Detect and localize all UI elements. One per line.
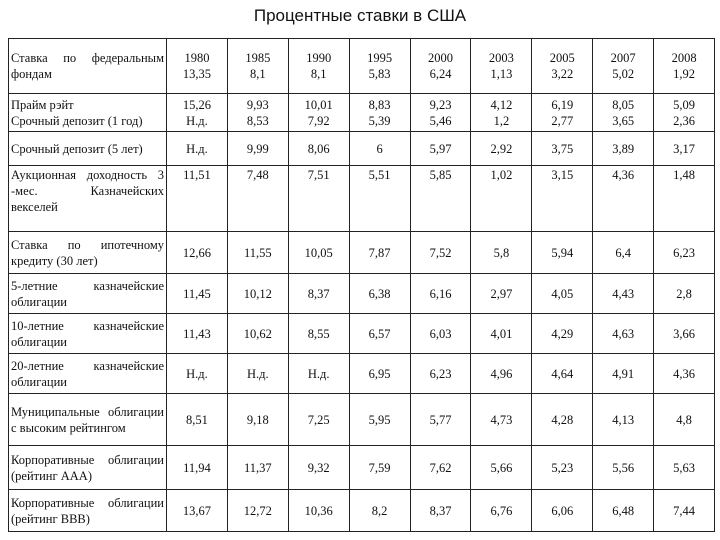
value-cell	[471, 132, 532, 166]
value-cell	[593, 446, 654, 490]
value-cell	[288, 446, 349, 490]
value: 1,13	[490, 67, 513, 81]
value: 5,94	[551, 245, 574, 260]
value-cell	[532, 490, 593, 532]
value-cell	[288, 94, 349, 132]
value: 6,23	[429, 366, 452, 381]
value-cell	[410, 232, 471, 274]
value-cell	[349, 490, 410, 532]
value: 9,23	[429, 97, 452, 112]
value-cell	[654, 490, 715, 532]
value-cell	[410, 274, 471, 314]
value: 12,66	[182, 245, 211, 260]
value: 1,02	[490, 168, 513, 182]
value: 7,51	[307, 168, 330, 182]
value-cell	[288, 394, 349, 446]
value-cell	[654, 394, 715, 446]
value-cell	[288, 354, 349, 394]
value-cell	[167, 314, 228, 354]
value-cell	[654, 274, 715, 314]
value: 5,83	[368, 67, 391, 81]
value: 5,77	[429, 412, 452, 427]
value: 6,95	[368, 366, 391, 381]
year-cell	[410, 39, 471, 94]
row-label-line: 5-летние казначейские облигации	[11, 278, 164, 309]
value-cell	[471, 394, 532, 446]
value: 5,8	[493, 245, 510, 260]
value: 7,59	[368, 460, 391, 475]
value: 5,56	[612, 460, 635, 475]
value-cell	[167, 274, 228, 314]
value: 5,66	[490, 460, 513, 475]
value-cell	[410, 94, 471, 132]
value: 5,97	[429, 141, 452, 156]
row-label	[9, 394, 167, 446]
value-cell	[349, 446, 410, 490]
value-cell	[349, 394, 410, 446]
year-cell	[167, 39, 228, 94]
value-cell	[410, 490, 471, 532]
value: 5,46	[429, 113, 452, 128]
value-cell	[349, 314, 410, 354]
row-label	[9, 94, 167, 132]
row-label-line: Аукционная доходность 3 -мес. Казначейских векселей	[11, 168, 164, 214]
row-label	[9, 232, 167, 274]
value-cell	[288, 490, 349, 532]
year-label: 2000	[428, 51, 453, 65]
value-cell	[167, 446, 228, 490]
year-cell	[471, 39, 532, 94]
value-cell	[471, 94, 532, 132]
value: 7,62	[429, 460, 452, 475]
value: 6,57	[368, 326, 391, 341]
value: 10,05	[304, 245, 333, 260]
value: 15,26	[182, 97, 211, 112]
value: 3,89	[612, 141, 635, 156]
value: 4,13	[612, 412, 635, 427]
value-cell	[593, 354, 654, 394]
row-label: Ставка по федеральным фондам	[9, 39, 167, 94]
page-title: Процентные ставки в США	[253, 6, 467, 25]
value: 6,19	[551, 97, 574, 112]
value-cell	[227, 132, 288, 166]
value: 4,73	[490, 412, 513, 427]
value-cell	[654, 94, 715, 132]
year-cell	[288, 39, 349, 94]
value: 6,16	[429, 286, 452, 301]
value: 7,25	[307, 412, 330, 427]
value-cell	[654, 446, 715, 490]
value: 7,48	[246, 168, 269, 182]
value: Н.д.	[307, 366, 330, 381]
value-cell	[288, 132, 349, 166]
value: 6,06	[551, 503, 574, 518]
value: 2,77	[551, 113, 574, 128]
value: 3,15	[551, 168, 574, 182]
year-cell	[349, 39, 410, 94]
value: 10,01	[304, 97, 333, 112]
value-cell	[349, 354, 410, 394]
value: 4,12	[490, 97, 513, 112]
value: 4,64	[551, 366, 574, 381]
value-cell	[227, 394, 288, 446]
value: 4,91	[612, 366, 635, 381]
year-cell	[593, 39, 654, 94]
row-label	[9, 490, 167, 532]
value: 6	[376, 141, 383, 156]
value-cell	[410, 314, 471, 354]
value-cell	[532, 394, 593, 446]
value-cell	[532, 314, 593, 354]
value: 5,51	[368, 168, 391, 182]
table-row	[9, 274, 715, 314]
table-row	[9, 232, 715, 274]
row-label-line: Ставка по ипотечному кредиту (30 лет)	[11, 237, 164, 268]
value-cell	[349, 166, 410, 232]
value: 11,55	[244, 245, 272, 260]
year-label: 2008	[671, 51, 697, 65]
year-label: 1990	[306, 51, 332, 65]
value-cell	[410, 354, 471, 394]
value-cell	[532, 446, 593, 490]
value-cell	[167, 166, 228, 232]
value: 4,63	[612, 326, 635, 341]
value: 3,75	[551, 141, 574, 156]
value: 8,53	[246, 113, 269, 128]
value-cell	[532, 94, 593, 132]
value: 10,62	[243, 326, 272, 341]
value: 9,93	[246, 97, 269, 112]
value-cell	[654, 232, 715, 274]
value: 7,52	[429, 245, 452, 260]
value: 6,48	[612, 503, 635, 518]
value-cell	[167, 490, 228, 532]
value-cell	[227, 94, 288, 132]
value: Н.д.	[186, 113, 208, 128]
value: 2,92	[490, 141, 513, 156]
table-row	[9, 354, 715, 394]
value-cell	[654, 354, 715, 394]
value-cell	[593, 232, 654, 274]
value-cell	[349, 132, 410, 166]
value: 8,37	[307, 286, 330, 301]
value-cell	[288, 166, 349, 232]
value-cell	[349, 232, 410, 274]
value: 8,1	[250, 67, 266, 81]
row-label	[9, 314, 167, 354]
row-label-line: 20-летние казначейские облигации	[11, 358, 164, 389]
value: 8,05	[612, 97, 635, 112]
value: 6,38	[368, 286, 391, 301]
value-cell	[471, 274, 532, 314]
row-label-line: Прайм рэйт	[11, 97, 74, 112]
rates-table	[8, 38, 715, 532]
value: 9,99	[246, 141, 269, 156]
value: 9,32	[307, 460, 330, 475]
value-cell	[593, 132, 654, 166]
table-row	[9, 394, 715, 446]
value: 7,87	[368, 245, 391, 260]
value: 4,8	[676, 412, 692, 427]
row-label-line: Срочный депозит (5 лет)	[11, 141, 143, 156]
value: 8,06	[307, 141, 330, 156]
value: 3,65	[612, 113, 635, 128]
row-label-line: Срочный депозит (1 год)	[11, 113, 143, 128]
table-row	[9, 94, 715, 132]
value: 4,43	[612, 286, 635, 301]
value-cell	[471, 490, 532, 532]
value-cell	[593, 490, 654, 532]
value: 4,05	[551, 286, 574, 301]
value: 7,92	[307, 113, 330, 128]
value-cell	[349, 94, 410, 132]
value: 1,92	[673, 67, 695, 81]
header-row	[9, 39, 715, 94]
year-label: 2005	[549, 51, 575, 65]
value: 5,63	[673, 460, 695, 475]
value-cell	[471, 166, 532, 232]
value: 8,2	[371, 503, 388, 518]
value: 13,35	[182, 67, 211, 81]
row-label	[9, 446, 167, 490]
value-cell	[532, 166, 593, 232]
value: 6,03	[429, 326, 452, 341]
value-cell	[410, 446, 471, 490]
value: Н.д.	[247, 366, 269, 381]
row-label-line: 10-летние казначейские облигации	[11, 318, 164, 349]
value-cell	[593, 314, 654, 354]
value: 5,09	[673, 97, 695, 112]
year-label: 1985	[245, 51, 271, 65]
value-cell	[167, 354, 228, 394]
value: 9,18	[246, 412, 269, 427]
value: 2,97	[490, 286, 513, 301]
year-cell	[532, 39, 593, 94]
value-cell	[288, 274, 349, 314]
value: 4,36	[673, 366, 695, 381]
value: 6,76	[490, 503, 513, 518]
value-cell	[471, 232, 532, 274]
value: 11,45	[183, 286, 211, 301]
year-label: 1995	[367, 51, 393, 65]
value-cell	[167, 94, 228, 132]
value-cell	[167, 232, 228, 274]
value: 4,28	[551, 412, 574, 427]
value: 5,23	[551, 460, 574, 475]
value: 11,37	[244, 460, 272, 475]
row-label	[9, 274, 167, 314]
value-cell	[227, 490, 288, 532]
value: 1,2	[493, 113, 510, 128]
value: 8,83	[368, 97, 391, 112]
value-cell	[227, 274, 288, 314]
value: 4,96	[490, 366, 513, 381]
value: 4,01	[490, 326, 513, 341]
value-cell	[593, 94, 654, 132]
value-cell	[227, 166, 288, 232]
value: 1,48	[673, 168, 695, 182]
value: 2,8	[676, 286, 692, 301]
value: 13,67	[182, 503, 211, 518]
value-cell	[410, 166, 471, 232]
value: 12,72	[243, 503, 272, 518]
year-cell	[654, 39, 715, 94]
value: 3,22	[551, 67, 574, 81]
value: 3,66	[673, 326, 695, 341]
value-cell	[227, 232, 288, 274]
value: 5,95	[368, 412, 391, 427]
value-cell	[593, 274, 654, 314]
value: 7,44	[673, 503, 695, 518]
value: 2,36	[673, 113, 695, 128]
year-cell	[227, 39, 288, 94]
value-cell	[654, 132, 715, 166]
value: 8,55	[307, 326, 330, 341]
value: 11,43	[183, 326, 211, 341]
value: 5,85	[429, 168, 452, 182]
value: 4,36	[612, 168, 635, 182]
value-cell	[167, 132, 228, 166]
value: 6,23	[673, 245, 695, 260]
value: 8,51	[186, 412, 208, 427]
table-row	[9, 446, 715, 490]
row-label-line: Корпоративные облигации (рейтинг AAA)	[11, 452, 164, 483]
value: 4,29	[551, 326, 574, 341]
value-cell	[471, 446, 532, 490]
value: 5,39	[368, 113, 391, 128]
table-row	[9, 166, 715, 232]
value: 10,36	[304, 503, 333, 518]
value: 8,37	[429, 503, 452, 518]
value-cell	[471, 314, 532, 354]
year-label: 2003	[488, 51, 514, 65]
value: 8,1	[310, 67, 327, 81]
value-cell	[532, 132, 593, 166]
value-cell	[288, 314, 349, 354]
value: Н.д.	[186, 366, 208, 381]
value: 6,4	[615, 245, 631, 260]
value: 10,12	[243, 286, 272, 301]
year-label: 1980	[184, 51, 210, 65]
table-row	[9, 132, 715, 166]
table-row	[9, 490, 715, 532]
row-label	[9, 132, 167, 166]
table-body	[9, 39, 715, 532]
value: 5,02	[612, 67, 635, 81]
value: 11,51	[183, 168, 211, 182]
value: Н.д.	[186, 141, 208, 156]
value-cell	[471, 354, 532, 394]
value-cell	[227, 354, 288, 394]
value: 11,94	[183, 460, 211, 475]
value-cell	[410, 132, 471, 166]
value-cell	[410, 394, 471, 446]
value-cell	[532, 354, 593, 394]
value-cell	[532, 232, 593, 274]
year-label: 2007	[610, 51, 636, 65]
row-label	[9, 354, 167, 394]
row-label-line: Корпоративные облигации (рейтинг BBB)	[11, 495, 164, 526]
value-cell	[532, 274, 593, 314]
value: 6,24	[429, 67, 452, 81]
value-cell	[167, 394, 228, 446]
row-label-line: Муниципальные облигации с высоким рейтингом	[11, 404, 164, 435]
row-label	[9, 166, 167, 232]
value-cell	[654, 166, 715, 232]
value-cell	[227, 314, 288, 354]
value-cell	[349, 274, 410, 314]
value: 3,17	[673, 141, 695, 156]
value-cell	[593, 394, 654, 446]
value-cell	[227, 446, 288, 490]
table-row	[9, 314, 715, 354]
value-cell	[654, 314, 715, 354]
value-cell	[593, 166, 654, 232]
value-cell	[288, 232, 349, 274]
